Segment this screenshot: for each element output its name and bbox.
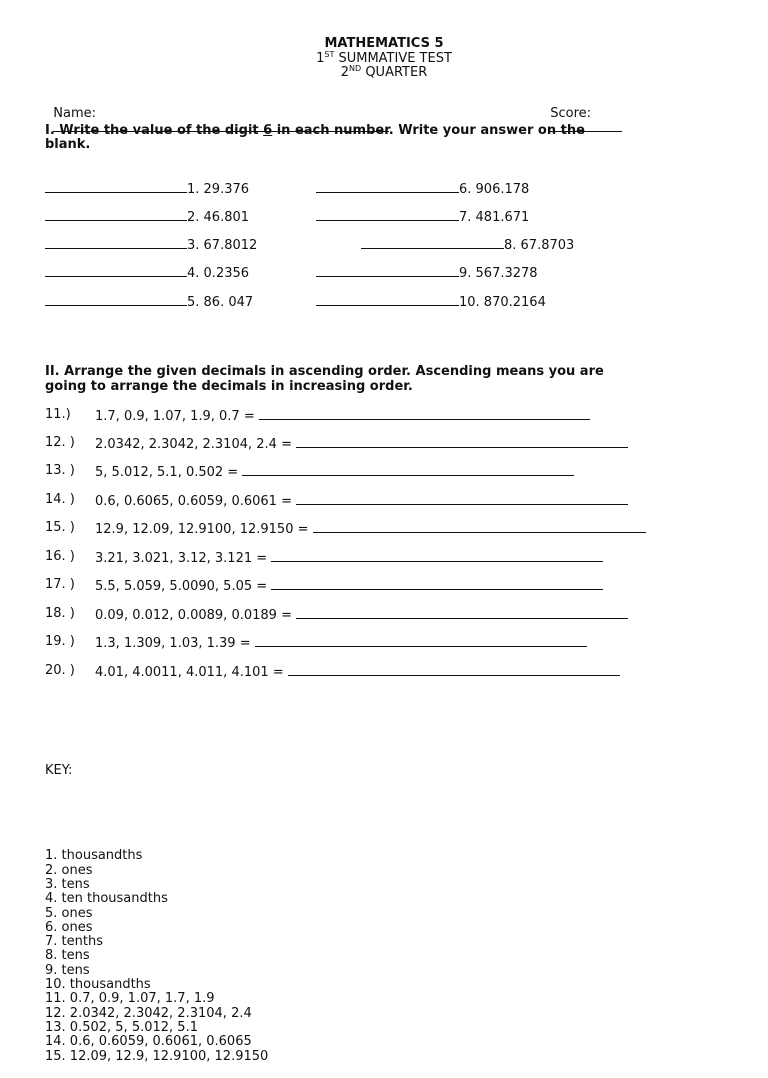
key-answer: 11. 0.7, 0.9, 1.07, 1.7, 1.9: [45, 991, 215, 1007]
answer-blank[interactable]: [45, 181, 187, 193]
key-answer: 12. 2.0342, 2.3042, 2.3104, 2.4: [45, 1005, 252, 1021]
score-label: Score:: [550, 106, 592, 121]
part2-item-number: 19. ): [45, 634, 75, 649]
key-answer: 5. ones: [45, 905, 93, 921]
part2-item: [95, 578, 603, 593]
key-answers: [45, 849, 268, 1063]
key-answer: 15. 12.09, 12.9, 12.9100, 12.9150: [45, 1048, 269, 1064]
key-answer: 6. ones: [45, 919, 93, 935]
quarter-ordinal: ND: [349, 64, 362, 73]
part2-item: [95, 607, 628, 622]
decimal-list: 1.7, 0.9, 1.07, 1.9, 0.7 =: [95, 409, 255, 424]
decimal-list: 3.21, 3.021, 3.12, 3.121 =: [95, 551, 268, 566]
key-label: KEY:: [45, 762, 73, 778]
part1-item: [316, 265, 538, 280]
part1-item: [316, 294, 546, 309]
item-number: 2. 46.801: [187, 210, 250, 225]
decimal-list: 0.6, 0.6065, 0.6059, 0.6061 =: [95, 494, 292, 509]
part2-item: [95, 408, 590, 423]
answer-blank[interactable]: [271, 550, 603, 562]
answer-blank[interactable]: [316, 209, 459, 221]
item-number: 8. 67.8703: [504, 238, 575, 253]
part1-item: [45, 294, 253, 309]
item-number: 6. 906.178: [459, 182, 530, 197]
answer-blank[interactable]: [45, 237, 187, 249]
answer-blank[interactable]: [316, 294, 459, 306]
underlined-digit: 6: [263, 123, 273, 138]
decimal-list: 12.9, 12.09, 12.9100, 12.9150 =: [95, 522, 309, 537]
answer-blank[interactable]: [242, 464, 574, 476]
quarter-text: QUARTER: [361, 65, 428, 80]
item-number: 4. 0.2356: [187, 266, 250, 281]
part2-item-number: 11.): [45, 407, 71, 422]
part1-item: [45, 265, 249, 280]
answer-blank[interactable]: [45, 294, 187, 306]
key-answer: 14. 0.6, 0.6059, 0.6061, 0.6065: [45, 1034, 252, 1050]
part1-item: [316, 209, 529, 224]
page-title: MATHEMATICS 5: [324, 36, 444, 51]
part2-item: [95, 521, 646, 536]
subtitle-text: SUMMATIVE TEST: [334, 51, 452, 66]
decimal-list: 5, 5.012, 5.1, 0.502 =: [95, 465, 239, 480]
part1-item: [316, 181, 529, 196]
part1-item: [45, 209, 249, 224]
part2-item: [95, 493, 628, 508]
part2-item: [95, 436, 628, 451]
subtitle-ordinal: ST: [324, 50, 335, 59]
decimal-list: 0.09, 0.012, 0.0089, 0.0189 =: [95, 608, 292, 623]
item-number: 10. 870.2164: [459, 295, 546, 310]
key-answer: 4. ten thousandths: [45, 891, 168, 907]
answer-blank[interactable]: [288, 664, 620, 676]
subtitle-number: 1: [316, 51, 325, 66]
decimal-list: 1.3, 1.309, 1.03, 1.39 =: [95, 636, 251, 651]
answer-key: [45, 735, 268, 1078]
part1-item: [45, 237, 257, 252]
key-answer: 8. tens: [45, 948, 90, 964]
answer-blank[interactable]: [316, 265, 459, 277]
decimal-list: 4.01, 4.0011, 4.011, 4.101 =: [95, 665, 284, 680]
test-subtitle: [0, 51, 768, 65]
part2-instruction: II. Arrange the given decimals in ascending order. Ascending means you are: [45, 364, 604, 379]
answer-blank[interactable]: [45, 265, 187, 277]
part2-item-number: 16. ): [45, 549, 75, 564]
part2-item-number: 20. ): [45, 663, 75, 678]
item-number: 1. 29.376: [187, 182, 250, 197]
decimal-list: 5.5, 5.059, 5.0090, 5.05 =: [95, 579, 268, 594]
part2-item: [95, 464, 574, 479]
answer-blank[interactable]: [45, 209, 187, 221]
part2-item-number: 12. ): [45, 435, 75, 450]
key-answer: 7. tenths: [45, 934, 103, 950]
item-number: 9. 567.3278: [459, 266, 538, 281]
part1-item: [45, 181, 249, 196]
answer-blank[interactable]: [296, 436, 628, 448]
quarter-subtitle: [0, 65, 768, 79]
part1-instruction: I. Write the value of the digit 6 in each number. Write your answer on the: [45, 123, 585, 138]
part2-item-number: 17. ): [45, 577, 75, 592]
part2-item: [95, 635, 587, 650]
key-answer: 1. thousandths: [45, 848, 143, 864]
item-number: 5. 86. 047: [187, 295, 254, 310]
part2-item-number: 13. ): [45, 463, 75, 478]
key-answer: 13. 0.502, 5, 5.012, 5.1: [45, 1019, 198, 1035]
key-answer: 10. thousandths: [45, 977, 151, 993]
item-number: 3. 67.8012: [187, 238, 258, 253]
key-answer: 3. tens: [45, 876, 90, 892]
part1-item: [361, 237, 574, 252]
part2-item-number: 15. ): [45, 520, 75, 535]
answer-blank[interactable]: [313, 521, 646, 533]
quarter-number: 2: [340, 65, 350, 80]
part2-item: [95, 664, 620, 679]
part2-item: [95, 550, 603, 565]
name-label: Name:: [53, 106, 96, 121]
answer-blank[interactable]: [255, 635, 587, 647]
answer-blank[interactable]: [361, 237, 504, 249]
key-answer: 9. tens: [45, 962, 90, 978]
answer-blank[interactable]: [259, 408, 590, 420]
part1-instruction-cont: blank.: [45, 137, 91, 152]
part2-item-number: 14. ): [45, 492, 75, 507]
answer-blank[interactable]: [271, 578, 603, 590]
answer-blank[interactable]: [296, 493, 628, 505]
part2-item-number: 18. ): [45, 606, 75, 621]
answer-blank[interactable]: [296, 607, 628, 619]
item-number: 7. 481.671: [459, 210, 530, 225]
decimal-list: 2.0342, 2.3042, 2.3104, 2.4 =: [95, 437, 292, 452]
key-answer: 2. ones: [45, 862, 93, 878]
part2-instruction-cont: going to arrange the decimals in increasing order.: [45, 379, 413, 394]
answer-blank[interactable]: [316, 181, 459, 193]
